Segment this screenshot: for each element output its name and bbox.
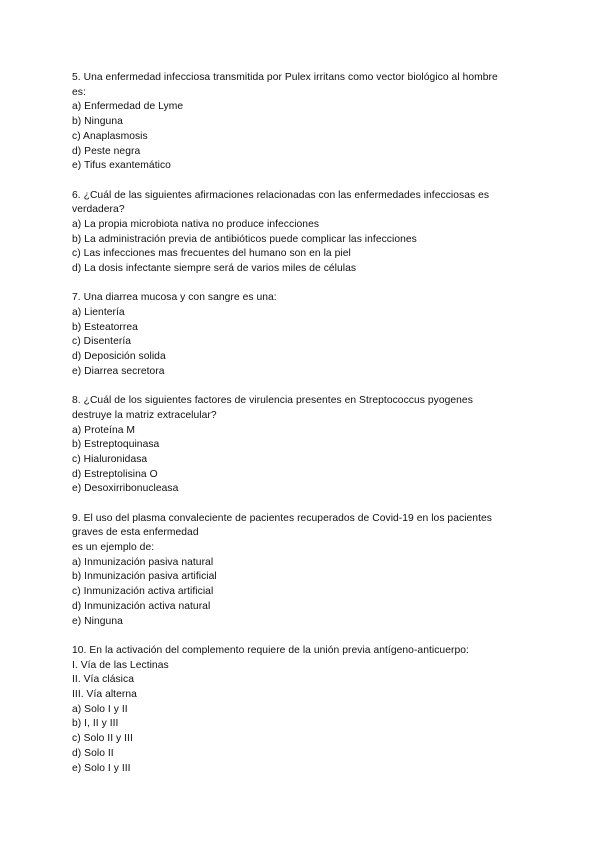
question-list <box>72 71 528 791</box>
answer-option: c) Las infecciones mas frecuentes del humano son en la piel <box>72 248 351 260</box>
question-stem: 6. ¿Cuál de las siguientes afirmaciones relacionadas con las enfermedades infecciosas es <box>72 189 490 201</box>
question-stem-continued: verdadera? <box>72 204 125 216</box>
question-stem-continued: es: <box>72 86 86 98</box>
answer-option: b) La administración previa de antibióticos puede complicar las infecciones <box>72 233 417 245</box>
answer-option: a) Lientería <box>72 307 125 319</box>
answer-option: c) Solo II y III <box>72 733 133 745</box>
answer-option: d) Solo II <box>72 747 114 759</box>
question-stem: 8. ¿Cuál de los siguientes factores de virulencia presentes en Streptococcus pyogenes <box>72 395 473 407</box>
question-8 <box>72 394 528 497</box>
answer-option: a) Solo I y II <box>72 703 128 715</box>
question-stem: 5. Una enfermedad infecciosa transmitida por Pulex irritans como vector biológico al hombre <box>72 72 498 83</box>
question-10 <box>72 644 528 776</box>
answer-option: d) Peste negra <box>72 145 141 157</box>
answer-option: a) Proteína M <box>72 424 136 436</box>
answer-option: b) Inmunización pasiva artificial <box>72 571 217 583</box>
answer-option: c) Disentería <box>72 336 132 348</box>
question-6 <box>72 189 528 277</box>
answer-option: b) Estreptoquinasa <box>72 439 160 451</box>
question-stem-continued: es un ejemplo de: <box>72 542 155 554</box>
answer-option: d) Inmunización activa natural <box>72 600 211 612</box>
answer-option: e) Ninguna <box>72 615 123 627</box>
answer-option: b) Esteatorrea <box>72 321 138 333</box>
statement-item: III. Vía alterna <box>72 688 137 700</box>
question-5 <box>72 71 528 174</box>
question-stem: 7. Una diarrea mucosa y con sangre es una: <box>72 292 277 304</box>
question-9 <box>72 512 528 630</box>
answer-option: a) La propia microbiota nativa no produce infecciones <box>72 218 320 230</box>
answer-option: c) Inmunización activa artificial <box>72 586 214 598</box>
answer-option: b) Ninguna <box>72 116 123 128</box>
answer-option: e) Desoxirribonucleasa <box>72 483 179 495</box>
answer-option: e) Solo I y III <box>72 762 131 774</box>
question-stem: 10. En la activación del complemento requiere de la unión previa antígeno-anticuerpo: <box>72 644 469 656</box>
statement-item: I. Vía de las Lectinas <box>72 659 169 671</box>
answer-option: a) Enfermedad de Lyme <box>72 101 184 113</box>
question-stem: 9. El uso del plasma convaleciente de pacientes recuperados de Covid-19 en los pacientes <box>72 512 492 524</box>
answer-option: e) Tifus exantemático <box>72 160 171 172</box>
question-stem-continued: graves de esta enfermedad <box>72 527 199 539</box>
answer-option: e) Diarrea secretora <box>72 365 165 377</box>
answer-option: b) I, II y III <box>72 718 119 730</box>
answer-option: d) Estreptolisina O <box>72 468 158 480</box>
answer-option: a) Inmunización pasiva natural <box>72 556 214 568</box>
answer-option: d) Deposición solida <box>72 351 166 363</box>
answer-option: d) La dosis infectante siempre será de varios miles de células <box>72 263 357 275</box>
question-7 <box>72 291 528 379</box>
statement-item: II. Vía clásica <box>72 674 134 686</box>
question-stem-continued: destruye la matriz extracelular? <box>72 409 217 421</box>
answer-option: c) Hialuronidasa <box>72 453 148 465</box>
answer-option: c) Anaplasmosis <box>72 130 148 142</box>
